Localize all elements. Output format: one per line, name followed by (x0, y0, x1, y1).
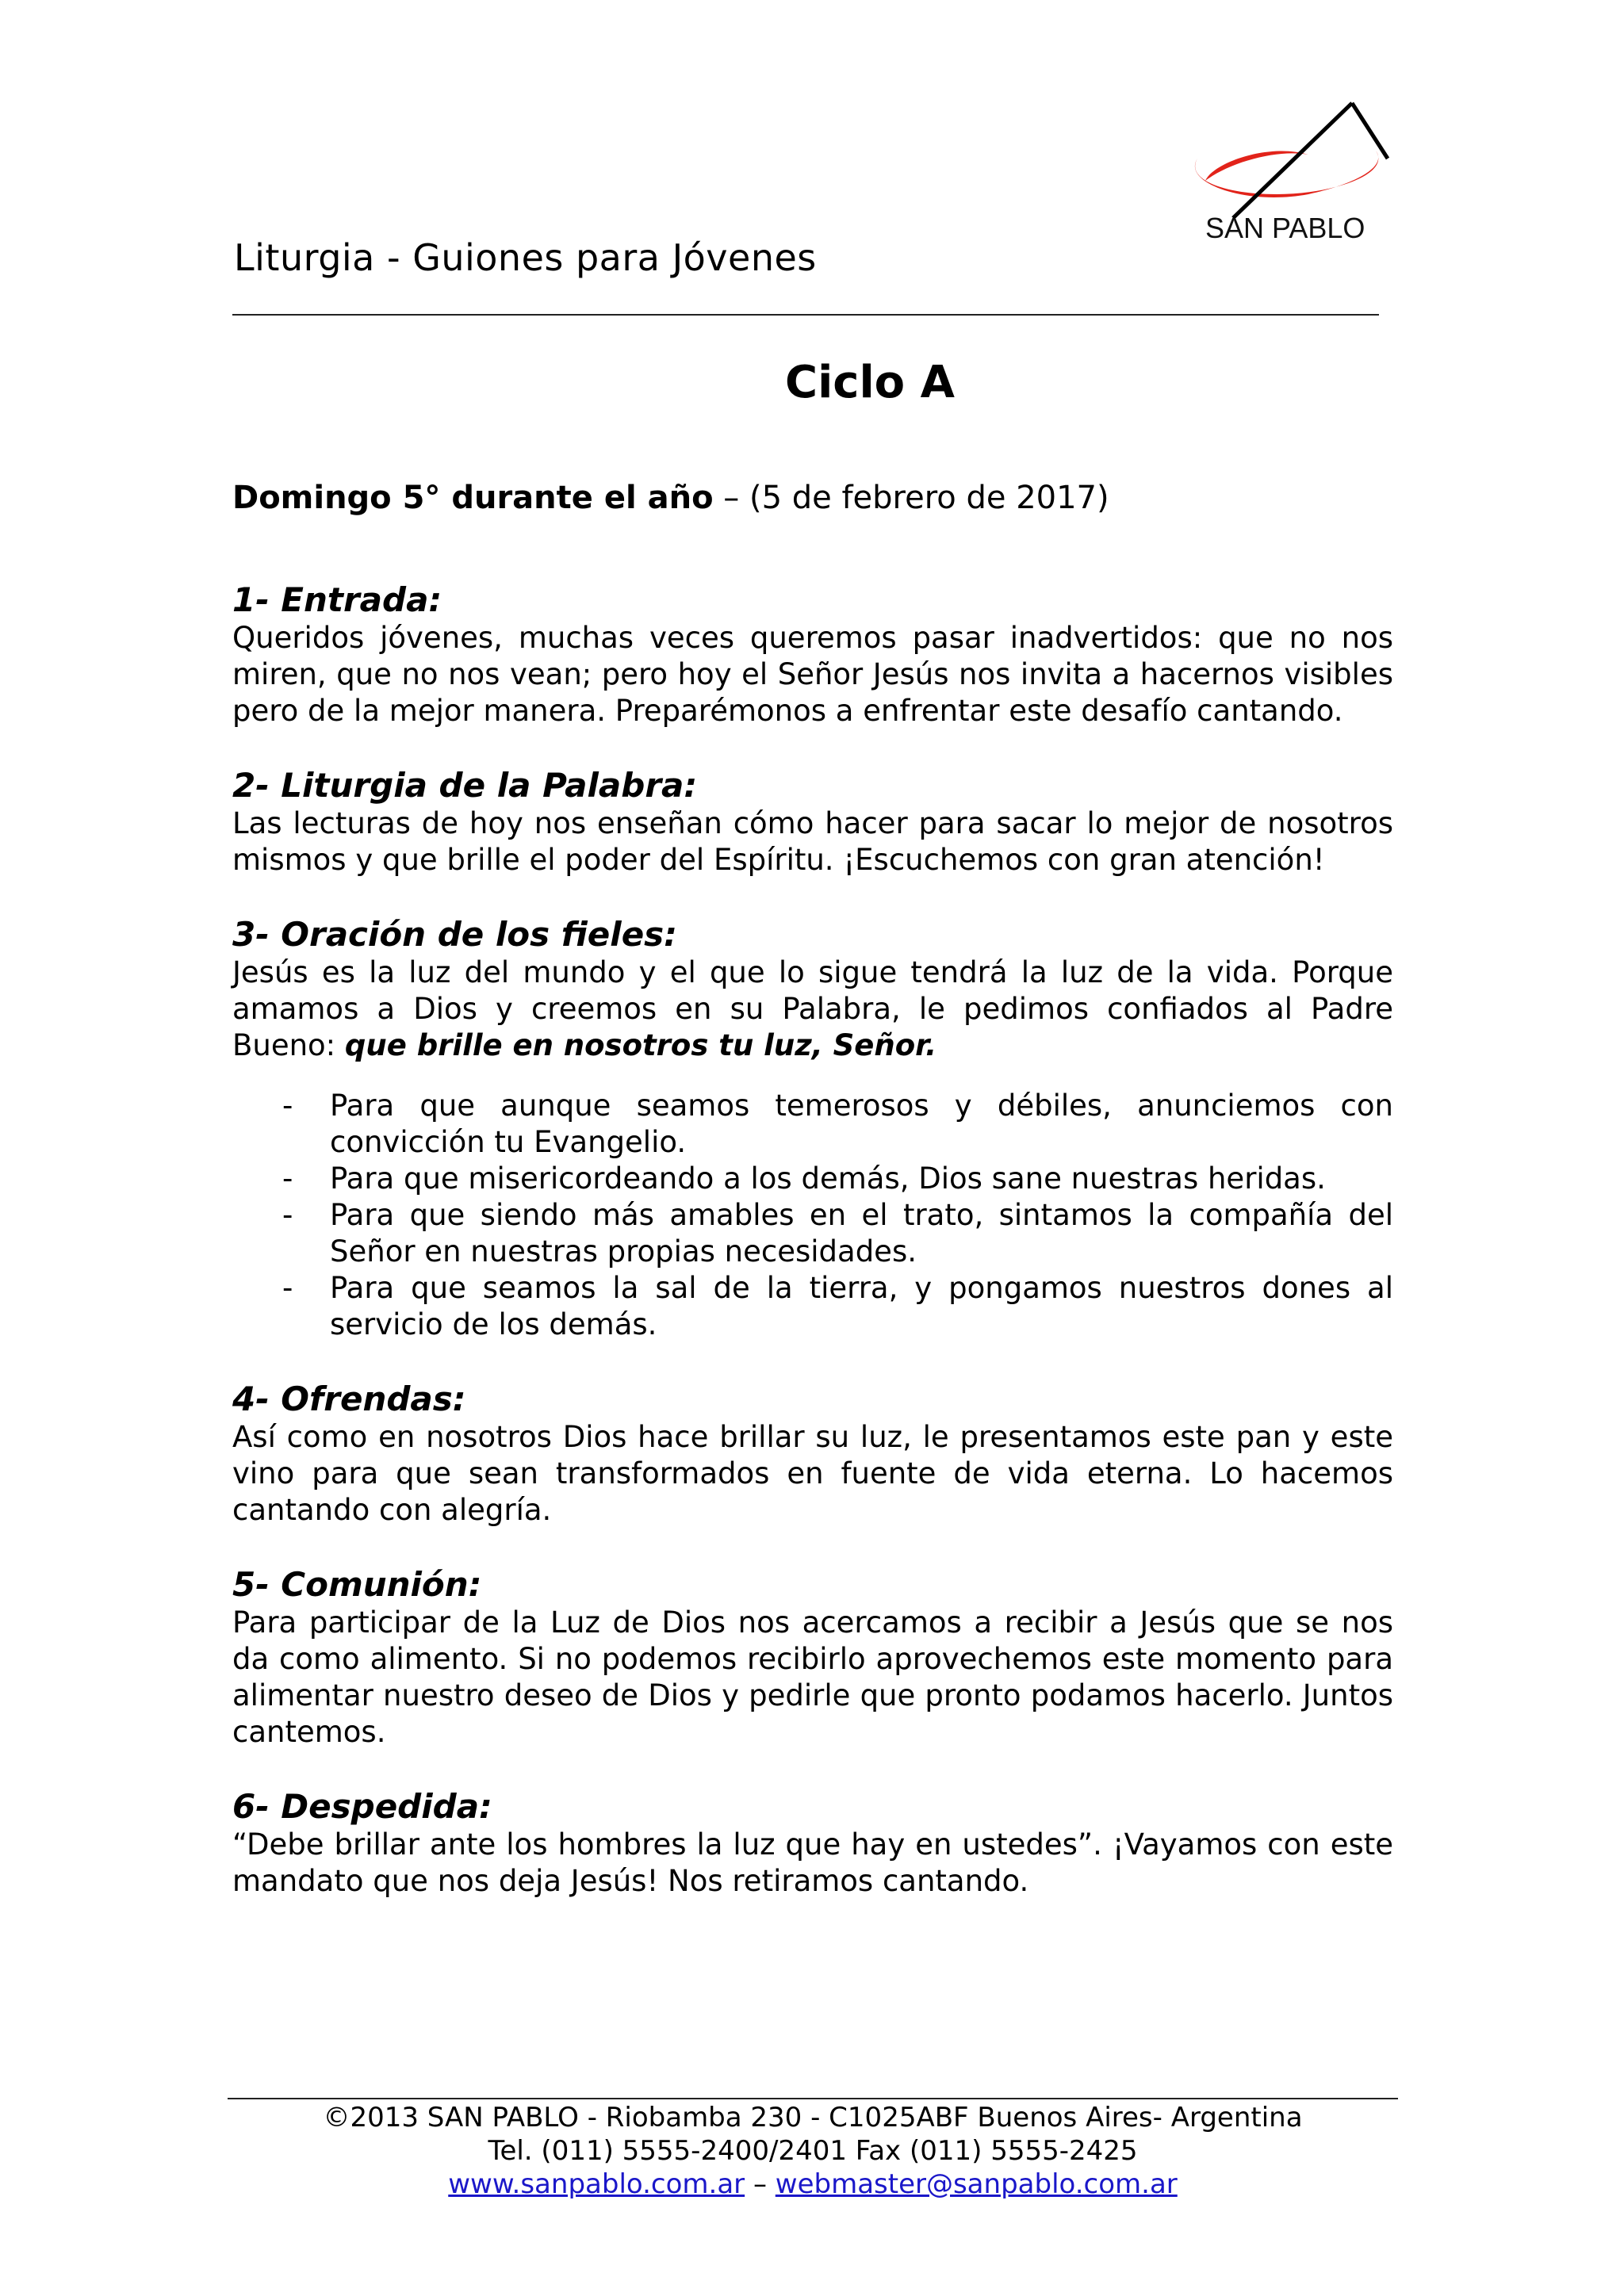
section-oracion-fieles (232, 915, 1393, 1343)
footer-links (228, 2168, 1398, 2201)
section-liturgia-palabra (232, 766, 1393, 878)
sunday-name: Domingo 5° durante el año (232, 480, 714, 516)
website-link[interactable]: www.sanpablo.com.ar (448, 2168, 745, 2200)
page-footer (228, 2101, 1398, 2201)
section-body: “Debe brillar ante los hombres la luz que hay en ustedes”. ¡Vayamos con este mandato que nos deja Jesús! Nos retiramos cantando. (232, 1827, 1393, 1898)
footer-address: ©2013 SAN PABLO - Riobamba 230 - C1025ABF Buenos Aires- Argentina (323, 2102, 1303, 2133)
petition-text: Para que misericordeando a los demás, Dios sane nuestras heridas. (330, 1161, 1326, 1196)
section-body: Para participar de la Luz de Dios nos acercamos a recibir a Jesús que se nos da como alimento. Si no podemos recibirlo aprovechemos este momento para alimentar nuestro deseo de Dios y pedirle que pronto podamos hacerlo. Juntos cantemos. (232, 1605, 1393, 1749)
dash-bullet: - (282, 1271, 293, 1305)
section-body (232, 955, 1393, 1064)
petition-text: Para que siendo más amables en el trato, sintamos la compañía del Señor en nuestras propias necesidades. (330, 1198, 1393, 1269)
page-header-title: Liturgia - Guiones para Jóvenes (234, 236, 817, 279)
petition-item (232, 1088, 1393, 1161)
dash-bullet: - (282, 1089, 293, 1123)
footer-divider (228, 2098, 1398, 2099)
logo-mark-icon (1150, 87, 1404, 246)
section-title: 4- Ofrendas: (232, 1380, 466, 1418)
cycle-title: Ciclo A (785, 357, 955, 408)
petition-text: Para que aunque seamos temerosos y débiles, anunciemos con convicción tu Evangelio. (330, 1089, 1393, 1159)
san-pablo-logo (1150, 87, 1404, 246)
sunday-separator: – (723, 480, 740, 516)
footer-phone: Tel. (011) 5555-2400/2401 Fax (011) 5555-2425 (488, 2135, 1138, 2167)
petitions-list (232, 1088, 1393, 1343)
petition-item (232, 1270, 1393, 1343)
section-body: Así como en nosotros Dios hace brillar su luz, le presentamos este pan y este vino para que sean transformados en fuente de vida eterna. Lo hacemos cantando con alegría. (232, 1420, 1393, 1527)
section-title: 2- Liturgia de la Palabra: (232, 766, 698, 805)
petition-item (232, 1161, 1393, 1197)
prayer-response: que brille en nosotros tu luz, Señor. (344, 1028, 937, 1062)
section-title: 3- Oración de los fieles: (232, 915, 677, 954)
section-body: Queridos jóvenes, muchas veces queremos pasar inadvertidos: que no nos miren, que no nos vean; pero hoy el Señor Jesús nos invita a hacernos visibles pero de la mejor manera. Preparémonos a enfrentar este desafío cantando. (232, 621, 1393, 728)
section-title: 1- Entrada: (232, 580, 442, 619)
section-entrada (232, 580, 1393, 729)
section-title: 5- Comunión: (232, 1565, 482, 1604)
section-body: Las lecturas de hoy nos enseñan cómo hacer para sacar lo mejor de nosotros mismos y que brille el poder del Espíritu. ¡Escuchemos con gran atención! (232, 806, 1393, 877)
sunday-line (232, 476, 1393, 520)
section-body-text: Jesús es la luz del mundo y el que lo sigue tendrá la luz de la vida. Porque amamos a Dios y creemos en su Palabra, le pedimos confiados al Padre Bueno: (232, 955, 1393, 1062)
header-divider (232, 314, 1379, 316)
section-title: 6- Despedida: (232, 1787, 492, 1826)
logo-text: SAN PABLO (1205, 212, 1365, 244)
section-despedida (232, 1787, 1393, 1900)
link-separator: – (753, 2168, 767, 2200)
sunday-date: (5 de febrero de 2017) (749, 480, 1109, 516)
petition-item (232, 1197, 1393, 1270)
petition-text: Para que seamos la sal de la tierra, y pongamos nuestros dones al servicio de los demás. (330, 1271, 1393, 1341)
email-link[interactable]: webmaster@sanpablo.com.ar (775, 2168, 1178, 2200)
main-content (232, 476, 1393, 1936)
dash-bullet: - (282, 1198, 293, 1232)
section-ofrendas (232, 1380, 1393, 1529)
section-comunion (232, 1565, 1393, 1751)
dash-bullet: - (282, 1161, 293, 1196)
